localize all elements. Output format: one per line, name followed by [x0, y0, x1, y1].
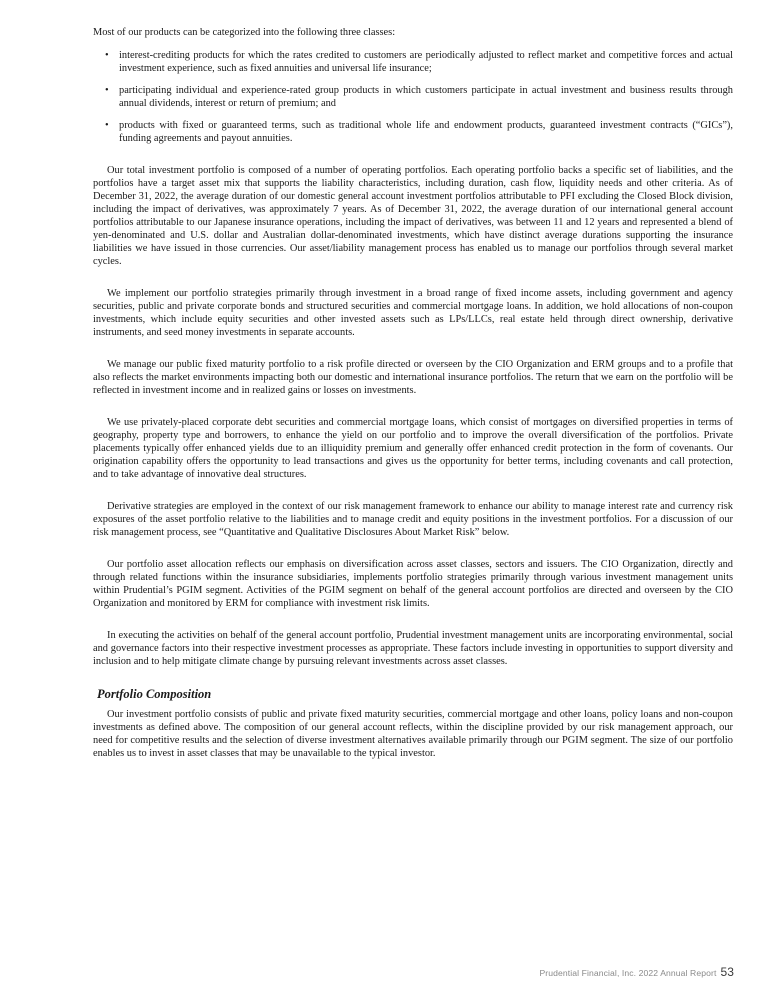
list-item-text: participating individual and experience-rated group products in which customers participate in actual investment and business results through annual dividends, interest or return of premium; and: [119, 85, 733, 109]
bullet-icon: •: [105, 85, 109, 96]
product-classes-list: [93, 49, 733, 145]
report-title: Prudential Financial, Inc. 2022 Annual Report: [539, 968, 717, 978]
paragraph-derivative-strategies: Derivative strategies are employed in the context of our risk management framework to enhance our ability to manage interest rate and currency risk exposures of the asset portfolio relative to the liabilities and to manage credit and equity positions in the investment portfolios. For a discussion of our risk management process, see “Quantitative and Qualitative Disclosures About Market Risk” below.: [93, 501, 733, 538]
page-footer: [539, 966, 734, 980]
page-number: 53: [720, 965, 734, 979]
list-item-text: interest-crediting products for which the rates credited to customers are periodically adjusted to reflect market and competitive forces and actual investment experience, such as fixed annuities and universal life insurance;: [119, 50, 733, 74]
bullet-icon: •: [105, 50, 109, 61]
paragraph-esg: In executing the activities on behalf of the general account portfolio, Prudential investment management units are incorporating environmental, social and governance factors into their respective investment processes as appropriate. These factors include investing in opportunities to support diversity and inclusion and to help mitigate climate change by pursuing relevant investments across asset classes.: [93, 630, 733, 667]
paragraph-portfolio-composition: Our investment portfolio consists of public and private fixed maturity securities, commercial mortgage and other loans, policy loans and non-coupon investments as defined above. The composition of our general account reflects, within the discipline provided by our risk management approach, our need for competitive results and the selection of diverse investment alternatives available primarily through our PGIM segment. The size of our portfolio enables us to invest in asset classes that may be unavailable to the typical investor.: [93, 709, 733, 759]
paragraph-public-fixed-maturity: We manage our public fixed maturity portfolio to a risk profile directed or overseen by the CIO Organization and ERM groups and to a profile that also reflects the market environments impacting both our domestic and international insurance portfolios. The return that we earn on the portfolio will be reflected in investment income and in realized gains or losses on investments.: [93, 359, 733, 396]
paragraph-private-placements: We use privately-placed corporate debt securities and commercial mortgage loans, which consist of mortgages on diversified properties in terms of geography, property type and borrowers, to enhance the yield on our portfolio and to improve the overall diversification of the portfolios. Private placements typically offer enhanced yields due to an illiquidity premium and generally offer enhanced credit protection in the form of covenants. Our origination capability offers the opportunity to lead transactions and gives us the opportunity for better terms, including covenants and call protection, and to take advantage of innovative deal structures.: [93, 417, 733, 480]
paragraph-portfolio-strategies: We implement our portfolio strategies primarily through investment in a broad range of fixed income assets, including government and agency securities, public and private corporate bonds and structured securities and commercial mortgage loans. In addition, we hold allocations of non-coupon investments, which include equity securities and other invested assets such as LPs/LLCs, real estate held through direct ownership, derivative instruments, and seed money investments in separate accounts.: [93, 288, 733, 338]
section-heading: Portfolio Composition: [97, 687, 212, 701]
paragraph-portfolio-structure: Our total investment portfolio is composed of a number of operating portfolios. Each operating portfolio backs a specific set of liabilities, and the portfolios have a target asset mix that supports the liability characteristics, including duration, cash flow, liquidity needs and other criteria. As of December 31, 2022, the average duration of our domestic general account investment portfolios attributable to PFI excluding the Closed Block division, including the impact of derivatives, was approximately 7 years. As of December 31, 2022, the average duration of our international general account portfolios attributable to our Japanese insurance operations, including the impact of derivatives, was between 11 and 12 years and represented a blend of yen-denominated and U.S. dollar and Australian dollar-denominated investments, which have distinct average durations supporting the insurance liabilities we have issued in those currencies. Our asset/liability management process has enabled us to manage our portfolios through several market cycles.: [93, 165, 733, 267]
list-item: [105, 119, 733, 145]
bullet-icon: •: [105, 120, 109, 131]
list-item: [105, 84, 733, 110]
paragraph-asset-allocation: Our portfolio asset allocation reflects our emphasis on diversification across asset classes, sectors and issuers. The CIO Organization, directly and through related functions within the insurance subsidiaries, implements portfolio strategies primarily through various investment management units within Prudential’s PGIM segment. Activities of the PGIM segment on behalf of the general account portfolios are directed and overseen by the CIO Organization and monitored by ERM for compliance with investment risk limits.: [93, 559, 733, 609]
list-item-text: products with fixed or guaranteed terms, such as traditional whole life and endowment products, guaranteed investment contracts (“GICs”), funding agreements and payout annuities.: [119, 120, 733, 144]
list-item: [105, 49, 733, 75]
intro-text: Most of our products can be categorized into the following three classes:: [93, 27, 396, 38]
text-column: [93, 26, 733, 779]
